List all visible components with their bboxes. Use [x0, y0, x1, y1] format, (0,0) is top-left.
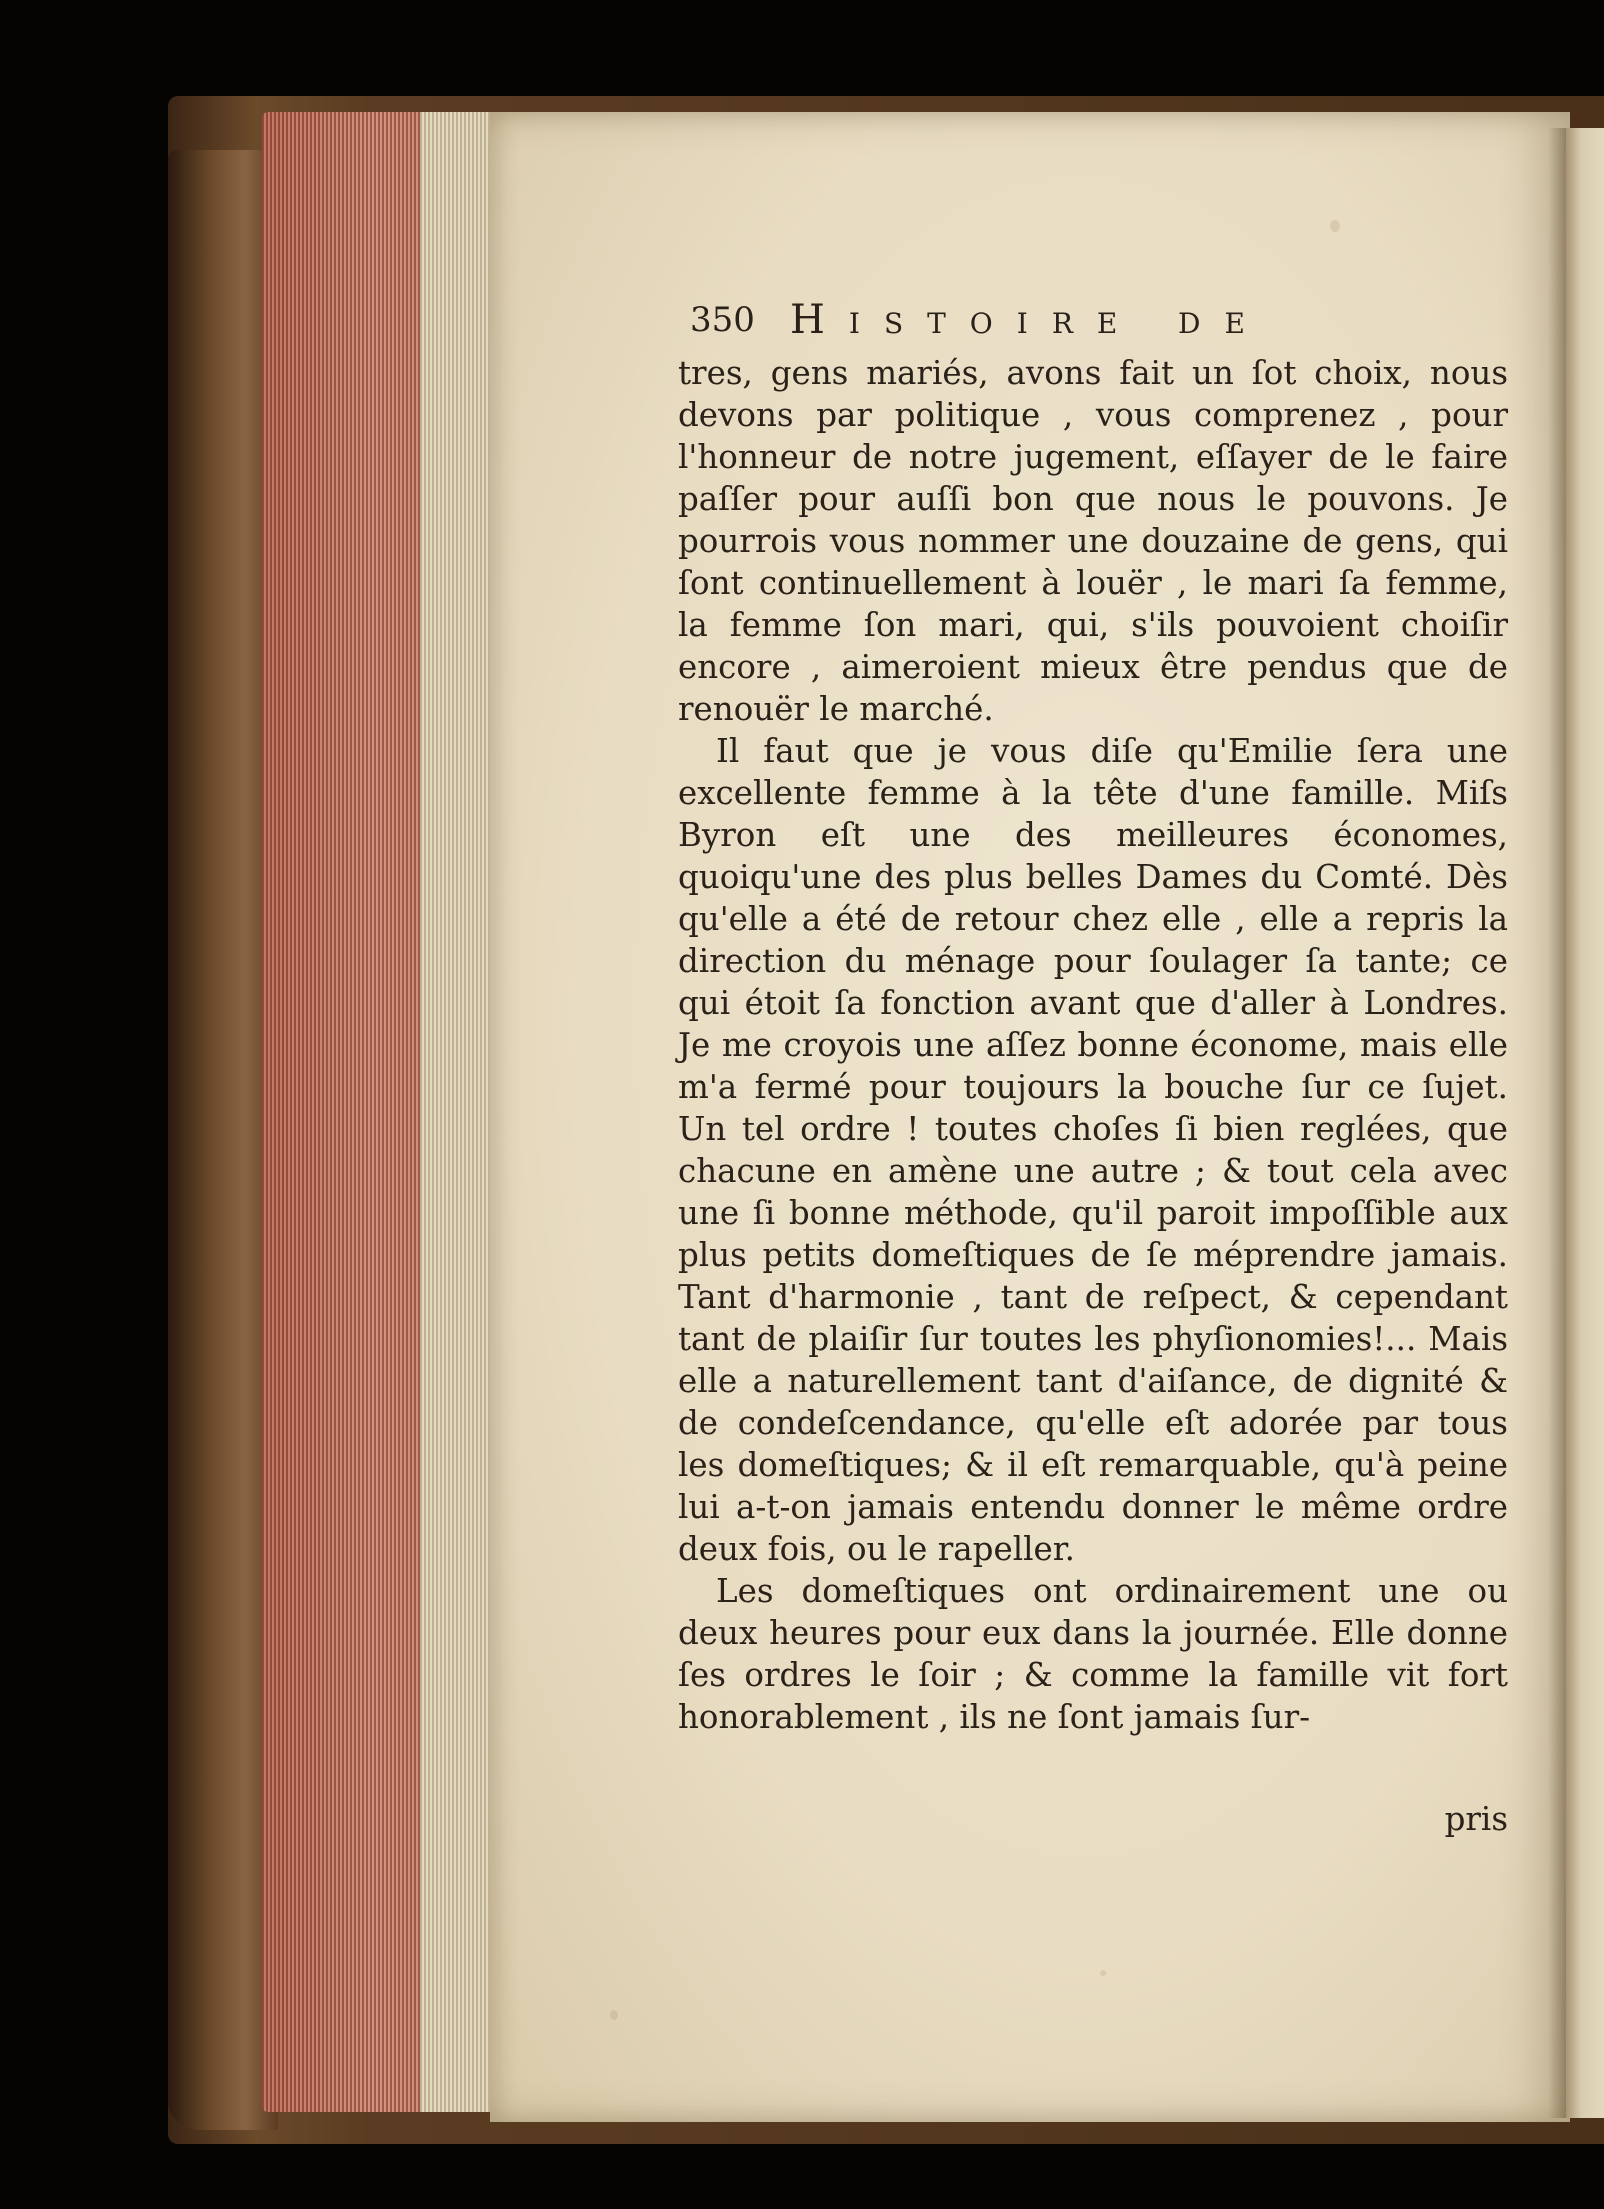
foxing-spot	[1100, 1970, 1106, 1976]
page-block-edge	[420, 112, 496, 2112]
paragraph: Il faut que je vous diſe qu'Emilie ſera une excellente femme à la tête d'une famille. Miſs Byron eſt une des meilleures économes, quoiqu'une des plus belles Dames du Comté. Dès qu'elle a été de retour chez elle , elle a repris la direction du ménage pour ſoulager ſa tante; ce qui étoit ſa fonction avant que d'aller à Londres. Je me croyois une aſſez bonne économe, mais elle m'a fermé pour toujours la bouche ſur ce ſujet. Un tel ordre ! toutes choſes ſi bien reglées, que chacune en amène une autre ; & tout cela avec une ſi bonne méthode, qu'il paroit impoſſible aux plus petits domeſtiques de ſe méprendre jamais. Tant d'harmonie , tant de reſpect, & cependant tant de plaiſir ſur toutes les phyſionomies!... Mais elle a naturellement tant d'aiſance, de dignité & de condeſcendance, qu'elle eſt adorée par tous les domeſtiques; & il eſt remarquable, qu'à peine lui a-t-on jamais entendu donner le même ordre deux fois, ou le rapeller.	[678, 732, 1508, 1568]
catchword: pris	[1444, 1800, 1508, 1838]
foxing-spot	[610, 2010, 618, 2020]
page-number: 350	[690, 300, 755, 340]
facing-page-sliver	[1566, 128, 1604, 2118]
page-gutter	[1548, 128, 1568, 2118]
paragraph: tres, gens mariés, avons fait un ſot choix, nous devons par politique , vous comprenez , pour l'honneur de notre jugement, eſſayer de le faire paſſer pour auſſi bon que nous le pouvons. Je pourrois vous nommer une douzaine de gens, qui ſont continuellement à louër , le mari ſa femme, la femme ſon mari, qui, s'ils pouvoient choiſir encore , aimeroient mieux être pendus que de renouër le marché.	[678, 354, 1508, 728]
foxing-spot	[1330, 220, 1340, 232]
running-title: Histoire de	[790, 297, 1269, 343]
paragraph: Les domeſtiques ont ordinairement une ou deux heures pour eux dans la journée. Elle donne ſes ordres le ſoir ; & comme la famille vit fort honorablement , ils ne ſont jamais ſur-	[678, 1572, 1508, 1736]
body-text	[678, 352, 1508, 1738]
running-head	[690, 295, 1510, 345]
